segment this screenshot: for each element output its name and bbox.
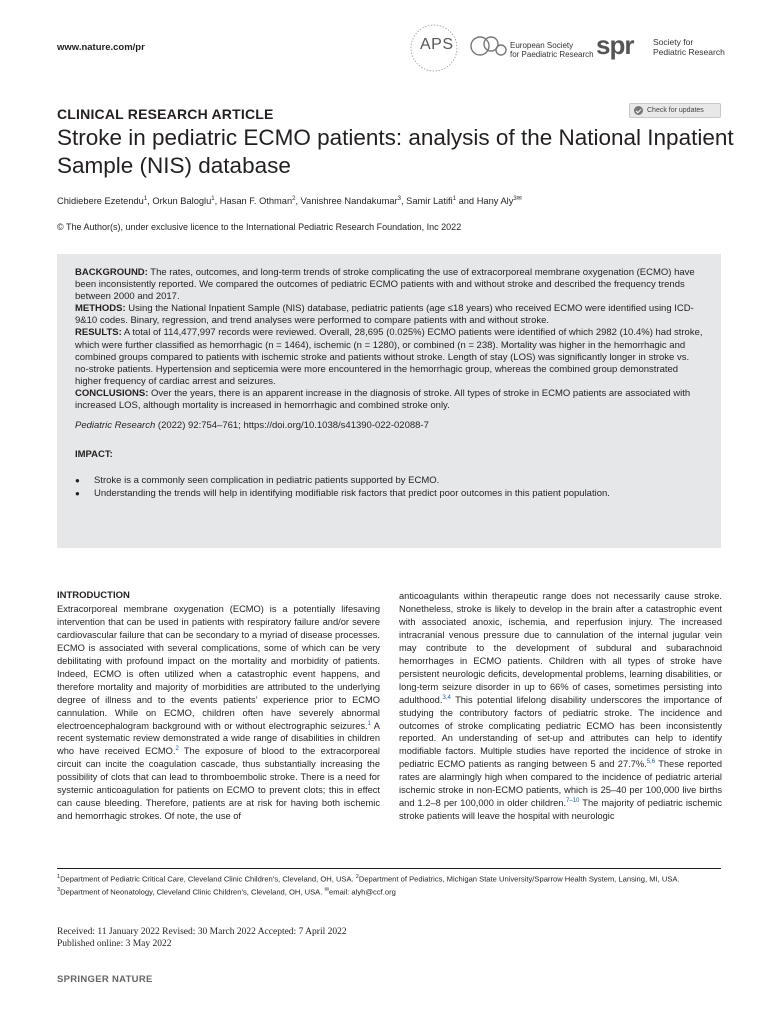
author-name[interactable]: Samir Latifi — [406, 196, 453, 207]
impact-heading: IMPACT: — [75, 449, 113, 461]
check-for-updates-button[interactable] — [629, 103, 721, 118]
impact-list — [75, 475, 703, 500]
author-name[interactable]: Hany Aly — [476, 196, 514, 207]
espr-logo-text: European Society for Paediatric Research — [510, 41, 594, 59]
article-type: CLINICAL RESEARCH ARTICLE — [57, 106, 274, 122]
author-name[interactable]: Vanishree Nandakumar — [300, 196, 398, 207]
author-affiliation: 3✉ — [513, 196, 522, 202]
author-affiliation: 2 — [292, 196, 296, 202]
publisher-logo: SPRINGER NATURE — [57, 974, 153, 985]
copyright-notice: © The Author(s), under exclusive licence to the International Pediatric Research Foundation, Inc 2022 — [57, 222, 462, 232]
espr-logo — [470, 32, 508, 62]
corresponding-email[interactable]: email: alyh@ccf.org — [329, 887, 396, 897]
body-column-right — [399, 590, 722, 823]
footer-divider — [57, 868, 721, 869]
reference-link[interactable]: 3,4 — [442, 694, 451, 701]
spr-logo-text: Society for Pediatric Research — [653, 37, 725, 57]
check-icon — [634, 106, 643, 115]
reference-link[interactable]: 1 — [367, 720, 371, 727]
publication-dates: Received: 11 January 2022 Revised: 30 March 2022 Accepted: 7 April 2022 Published online: 3 May 2022 — [57, 927, 347, 949]
article-title: Stroke in pediatric ECMO patients: analysis of the National Inpatient Sample (NIS) database — [57, 125, 734, 178]
author-name[interactable]: Orkun Baloglu — [152, 196, 212, 207]
journal-url[interactable]: www.nature.com/pr — [57, 42, 145, 53]
aps-logo-text: APS — [420, 36, 454, 53]
author-affiliation: 1 — [143, 196, 148, 202]
email-icon: ✉ — [324, 886, 330, 893]
section-heading-introduction: INTRODUCTION — [57, 590, 130, 601]
body-paragraph: Extracorporeal membrane oxygenation (ECMO) is a potentially lifesaving intervention that can be used in patients with respiratory failure and/or severe cardiovascular failure that can be secondary to a myriad of disease processes. ECMO is associated with several complications, some of which can be very debilitating with profound impact on the mortality and morbidity of patients. Indeed, ECMO is often utilized when a catastrophic event happens, and therefore mortality and majority of morbidities are attributed to the underlying degree of illness and to the events patients’ experience prior to ECMO cannulation. While on ECMO, children often have severely abnormal electroencephalogram background with or without electrographic seizures.$^1$ A recent systematic review demonstrated a wide range of disabilities in children who have received ECMO.$^2$ The exposure of blood to the extracorporeal circuit can incite the coagulation cascade, thus substantially increasing the possibility of clots that can lead to thromboembolic stroke. There is a need for systemic anticoagulation for patients on ECMO to prevent clots; this in effect can cause bleeding. Therefore, patients are at risk for having both ischemic and hemorrhagic strokes. Of note, the use of — [57, 603, 380, 822]
abstract-results: RESULTS: A total of 114,477,997 records were reviewed. Overall, 28,695 (0.025%) ECMO patients were identified of which 2982 (10.4%) had stroke, which were further classified as hemorrhagic (n = 1464), ischemic (n = 1280), or combined (n = 238). Mortality was higher in the hemorrhagic and combined groups compared to patients with ischemic stroke and patients without stroke. Length of stay (LOS) was significantly longer in stroke vs. no-stroke patients. Hypertension and septicemia were more encountered in the hemorrhagic group, whereas the combined group demonstrated higher frequency of cardiac arrest and seizures. — [75, 327, 703, 387]
author-name[interactable]: Hasan F. Othman — [219, 196, 293, 207]
list-item: ● Understanding the trends will help in identifying modifiable risk factors that predict poor outcomes in this patient population. — [75, 488, 703, 500]
author-name[interactable]: Chidiebere Ezetendu — [57, 196, 144, 207]
list-item: ● Stroke is a commonly seen complication in pediatric patients supported by ECMO. — [75, 475, 703, 487]
author-affiliation: 3 — [397, 196, 401, 202]
abstract-conclusions: CONCLUSIONS: Over the years, there is an apparent increase in the diagnosis of stroke. All types of stroke in ECMO patients are associated with increased LOS, although mortality is increased in hemorrhagic and combined stroke only. — [75, 387, 691, 412]
abstract-box — [57, 254, 721, 548]
check-for-updates-label: Check for updates — [647, 107, 704, 114]
author-list: Chidiebere Ezetendu$^1$, Orkun Baloglu$^1$, Hasan F. Othman$^2$, Vanishree Nandakumar$^3$, Samir Latifi$^1$ and Hany Aly$^{3✉}$ — [57, 196, 522, 207]
author-affiliation: 1 — [452, 196, 456, 202]
reference-link[interactable]: 2 — [175, 746, 179, 753]
spr-logo: spr — [596, 30, 634, 60]
reference-link[interactable]: 7–10 — [566, 798, 580, 805]
society-logos — [408, 22, 728, 74]
affiliations: $^1$Department of Pediatric Critical Care, Cleveland Clinic Children’s, Cleveland, OH, USA. $^2$Department of Pediatrics, Michigan State University/Sparrow Health System, Lansing, MI, USA. $^3$Department of Neonatology, Cleveland Clinic Children’s, Cleveland, OH, USA. ✉email: alyh@ccf.org — [57, 874, 680, 897]
abstract-methods: METHODS: Using the National Inpatient Sample (NIS) database, pediatric patients (age ≤18 years) who received ECMO were identified using ICD-9&10 codes. Binary, regression, and trend analyses were performed to compare patients with and without stroke. — [75, 303, 694, 327]
reference-link[interactable]: 5,6 — [646, 759, 656, 766]
body-column-left — [57, 590, 380, 823]
citation: Pediatric Research (2022) 92:754–761; https://doi.org/10.1038/s41390-022-02088-7 — [75, 420, 429, 432]
body-paragraph: anticoagulants within therapeutic range does not necessarily cause stroke. Nonetheless, stroke is likely to develop in the brain after a catastrophic event with associated anoxic, ischemia, and reperfusion injury. The increased intracranial venous pressure due to cannulation of the internal jugular vein may contribute to the development of subdural and subarachnoid hemorrhages in ECMO patients. Children with all types of stroke have persistent neurologic deficits, developmental problems, learning disabilities, or long-term seizure disorder in up to 66% of cases, sometimes persisting into adulthood.$^{3,4}$ This potential lifelong disability underscores the importance of studying the contributory factors of pediatric stroke. The incidence and outcomes of stroke complicating pediatric ECMO has been inconsistently reported. An understanding of set-up and attributes can help to identify modifiable factors. Multiple studies have reported the incidence of stroke in pediatric ECMO patients as ranging between 5 and 27.7%.$^{5,6}$ These reported rates are alarmingly high when compared to the incidence of pediatric arterial ischemic stroke in non-ECMO patients, which is 25–40 per 100,000 live births and 1.2–8 per 100,000 in older children.$^{7-10}$ The majority of pediatric ischemic stroke patients will leave the hospital with neurologic — [399, 591, 722, 822]
author-affiliation: 1 — [211, 196, 215, 202]
abstract-background: BACKGROUND: The rates, outcomes, and long-term trends of stroke complicating the use of extracorporeal membrane oxygenation (ECMO) have been inconsistently reported. We compared the outcomes of pediatric ECMO patients with and without stroke and described the frequency trends between 2000 and 2017. — [75, 267, 695, 303]
